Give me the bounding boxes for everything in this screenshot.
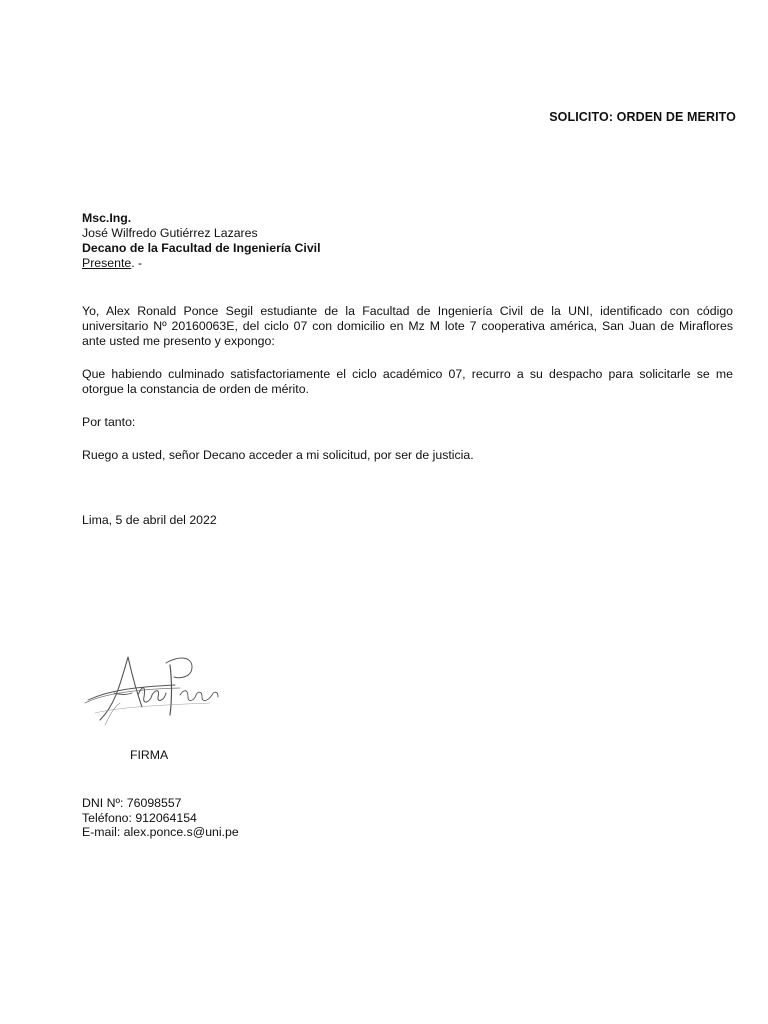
contact-block <box>82 796 239 840</box>
presente-text: Presente <box>82 256 132 270</box>
email-line: E-mail: alex.ponce.s@uni.pe <box>82 825 239 839</box>
body-paragraph-1: Yo, Alex Ronald Ponce Segil estudiante de la Facultad de Ingeniería Civil de la UNI, identificado con código universitario Nº 20160063E, del ciclo 07 con domicilio en Mz M lote 7 cooperativa américa, San Juan de Miraflores ante usted me presento y expongo: <box>82 304 733 348</box>
subject-line: SOLICITO: ORDEN DE MERITO <box>549 110 736 124</box>
addressee-presente-line <box>82 256 321 271</box>
signature-label: FIRMA <box>130 748 169 762</box>
addressee-name: José Wilfredo Gutiérrez Lazares <box>82 226 258 240</box>
addressee-position: Decano de la Facultad de Ingeniería Civil <box>82 241 321 255</box>
body-paragraph-4: Ruego a usted, señor Decano acceder a mi solicitud, por ser de justicia. <box>82 448 474 462</box>
addressee-block <box>82 211 321 271</box>
date-line: Lima, 5 de abril del 2022 <box>82 513 217 527</box>
addressee-title: Msc.Ing. <box>82 211 132 225</box>
body-paragraph-3: Por tanto: <box>82 415 136 429</box>
handwritten-signature <box>80 645 230 730</box>
presente-suffix: . - <box>131 256 143 270</box>
phone-line: Teléfono: 912064154 <box>82 810 197 825</box>
dni-line: DNI Nº: 76098557 <box>82 796 182 810</box>
body-paragraph-2: Que habiendo culminado satisfactoriamente el ciclo académico 07, recurro a su despacho para solicitarle se me otorgue la constancia de orden de mérito. <box>82 367 733 396</box>
